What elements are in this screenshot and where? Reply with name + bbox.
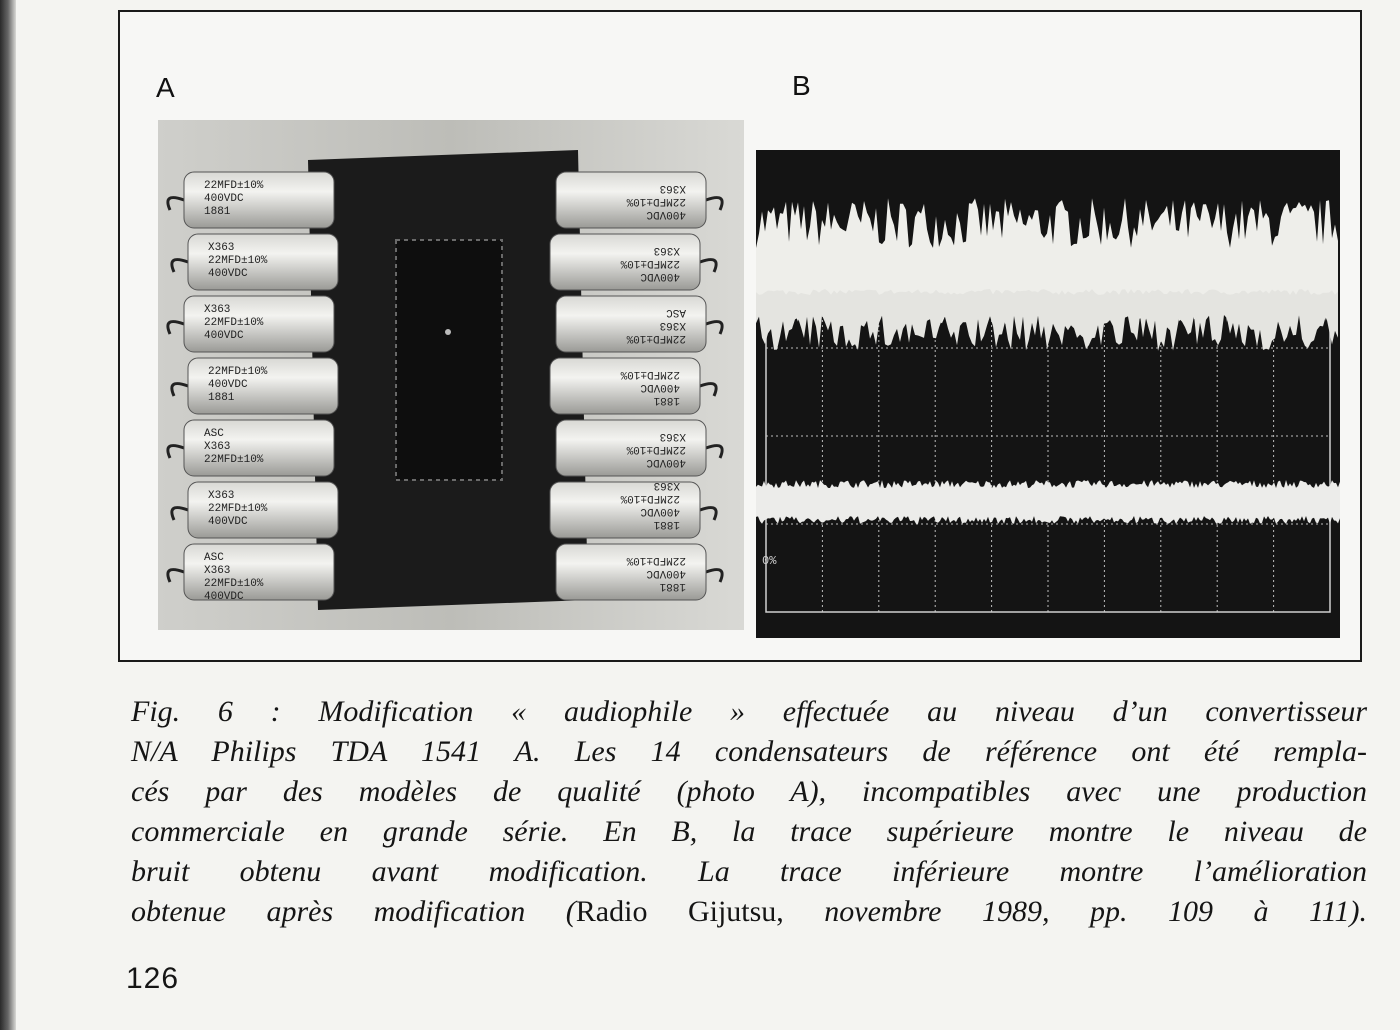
lower-noise-trace <box>756 480 1340 524</box>
capacitor-marking: X363 <box>653 244 680 256</box>
capacitor-marking: 22MFD±10% <box>208 503 268 515</box>
left-capacitor <box>172 358 338 414</box>
capacitor-marking: 400VDC <box>204 591 244 603</box>
right-capacitor <box>550 479 716 538</box>
capacitor-marking: 22MFD±10% <box>204 578 264 590</box>
capacitor-marking: X363 <box>659 319 686 331</box>
capacitor-marking: 400VDC <box>204 193 244 205</box>
capacitor-marking: 400VDC <box>208 268 248 280</box>
right-capacitor <box>550 358 716 414</box>
photo-a-drawing <box>158 120 744 630</box>
right-capacitor <box>550 234 716 290</box>
tda1541-chip <box>396 240 502 480</box>
caption-line-5: bruit obtenu avant modification. La trace inférieure montre l’amélioration <box>131 855 1367 888</box>
capacitor-marking: X363 <box>659 182 686 194</box>
capacitor-marking: 22MFD±10% <box>626 195 686 207</box>
capacitor-marking: 400VDC <box>640 505 680 517</box>
right-capacitor <box>556 172 722 228</box>
caption-line-2: N/A Philips TDA 1541 A. Les 14 condensateurs de référence ont été rempla- <box>131 735 1367 768</box>
capacitor-marking: X363 <box>659 430 686 442</box>
caption-line-3: cés par des modèles de qualité (photo A), incompatibles avec une production <box>131 775 1367 808</box>
capacitor-marking: 22MFD±10% <box>204 317 264 329</box>
oscilloscope-screen <box>756 150 1340 638</box>
capacitor-marking: 400VDC <box>204 330 244 342</box>
capacitor-marking: 22MFD±10% <box>626 554 686 566</box>
page-binding-edge <box>0 0 16 1030</box>
capacitor-marking: 400VDC <box>640 270 680 282</box>
left-capacitor <box>168 544 334 603</box>
panel-label-a: A <box>156 72 175 103</box>
capacitor-marking: 400VDC <box>208 379 248 391</box>
capacitor-marking: ASC <box>204 552 224 564</box>
capacitor-marking: X363 <box>653 479 680 491</box>
capacitor-marking: X363 <box>204 304 231 316</box>
chip-dot <box>445 329 451 335</box>
capacitor-marking: 400VDC <box>640 381 680 393</box>
caption-line-6-start: obtenue après modification ( <box>131 895 576 928</box>
capacitor-marking: 22MFD±10% <box>626 443 686 455</box>
capacitor-marking: ASC <box>204 428 224 440</box>
oscilloscope-drawing <box>756 150 1340 638</box>
capacitor-marking: 22MFD±10% <box>620 492 680 504</box>
left-capacitor <box>172 234 338 290</box>
caption-source-title: Radio Gijutsu, <box>575 895 784 928</box>
caption-line-6 <box>131 892 1367 932</box>
right-capacitor-group <box>550 172 722 600</box>
capacitor-marking: 400VDC <box>646 456 686 468</box>
capacitor-marking: X363 <box>204 441 231 453</box>
capacitor-marking: 1881 <box>204 206 231 218</box>
page-number: 126 <box>126 962 180 995</box>
capacitor-marking: X363 <box>204 565 231 577</box>
left-capacitor <box>168 172 334 228</box>
capacitor-marking: 1881 <box>659 580 686 592</box>
panel-label-b: B <box>792 70 811 101</box>
right-capacitor <box>556 296 722 352</box>
capacitor-marking: 400VDC <box>208 516 248 528</box>
photo-a-capacitors <box>158 120 744 630</box>
caption-line-1: Fig. 6 : Modification « audiophile » effectuée au niveau d’un convertisseur <box>131 695 1367 728</box>
right-capacitor <box>556 544 722 600</box>
left-capacitor <box>168 420 334 476</box>
capacitor-marking: 1881 <box>653 394 680 406</box>
capacitor-marking: 400VDC <box>646 208 686 220</box>
capacitor-marking: 1881 <box>208 392 235 404</box>
left-capacitor <box>172 482 338 538</box>
caption-line-4: commerciale en grande série. En B, la trace supérieure montre le niveau de <box>131 815 1367 848</box>
figure-caption <box>131 692 1367 932</box>
capacitor-marking: 22MFD±10% <box>208 255 268 267</box>
capacitor-marking: 22MFD±10% <box>204 180 264 192</box>
capacitor-marking: 22MFD±10% <box>620 257 680 269</box>
capacitor-marking: X363 <box>208 490 235 502</box>
capacitor-marking: 22MFD±10% <box>620 368 680 380</box>
capacitor-marking: ASC <box>666 306 686 318</box>
capacitor-marking: 22MFD±10% <box>208 366 268 378</box>
right-capacitor <box>556 420 722 476</box>
capacitor-marking: X363 <box>208 242 235 254</box>
figure-frame <box>118 10 1362 662</box>
caption-line-6-end: novembre 1989, pp. 109 à 111). <box>783 895 1367 928</box>
capacitor-marking: 400VDC <box>646 567 686 579</box>
left-capacitor <box>168 296 334 352</box>
scope-zero-marker: 0% <box>762 554 777 568</box>
capacitor-marking: 22MFD±10% <box>626 332 686 344</box>
capacitor-marking: 22MFD±10% <box>204 454 264 466</box>
capacitor-marking: 1881 <box>653 518 680 530</box>
